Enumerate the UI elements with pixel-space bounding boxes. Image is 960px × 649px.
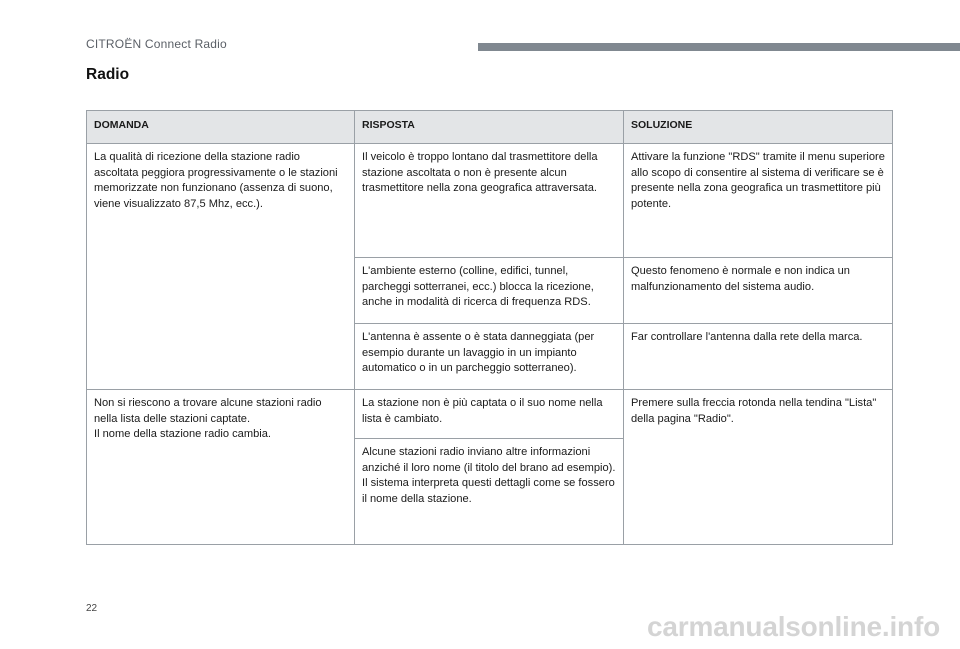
page-number: 22 [86,603,98,614]
column-header-domanda: DOMANDA [87,111,355,144]
answer-cell: Il veicolo è troppo lontano dal trasmettitore della stazione ascoltata o non è presente alcun trasmettitore nella zona geografica attraversata. [355,144,624,258]
watermark-logo: carmanualsonline.info [647,611,940,642]
question-cell: Non si riescono a trovare alcune stazioni radio nella lista delle stazioni captate. Il nome della stazione radio cambia. [87,390,355,545]
faq-table [86,110,893,545]
brand-title: CITROËN Connect Radio [86,37,227,51]
column-header-soluzione: SOLUZIONE [624,111,893,144]
solution-cell: Attivare la funzione "RDS" tramite il menu superiore allo scopo di consentire al sistema di verificare se è presente nella zona geografica un trasmettitore più potente. [624,144,893,258]
solution-cell: Premere sulla freccia rotonda nella tendina "Lista" della pagina "Radio". [624,390,893,545]
table-row [87,390,893,439]
answer-cell: Alcune stazioni radio inviano altre informazioni anziché il loro nome (il titolo del brano ad esempio). Il sistema interpreta questi dettagli come se fossero il nome della stazione. [355,439,624,545]
solution-cell: Far controllare l'antenna dalla rete della marca. [624,324,893,390]
answer-cell: La stazione non è più captata o il suo nome nella lista è cambiato. [355,390,624,439]
section-title: Radio [86,66,130,83]
header-accent-bar [478,43,960,51]
question-cell: La qualità di ricezione della stazione radio ascoltata peggiora progressivamente o le stazioni memorizzate non funzionano (assenza di suono, viene visualizzato 87,5 Mhz, ecc.). [87,144,355,390]
answer-cell: L'antenna è assente o è stata danneggiata (per esempio durante un lavaggio in un impianto automatico o in un parcheggio sotterraneo). [355,324,624,390]
solution-cell: Questo fenomeno è normale e non indica un malfunzionamento del sistema audio. [624,258,893,324]
answer-cell: L'ambiente esterno (colline, edifici, tunnel, parcheggi sotterranei, ecc.) blocca la ricezione, anche in modalità di ricerca di frequenza RDS. [355,258,624,324]
table-row [87,144,893,258]
table-header-row [87,111,893,144]
column-header-risposta: RISPOSTA [355,111,624,144]
